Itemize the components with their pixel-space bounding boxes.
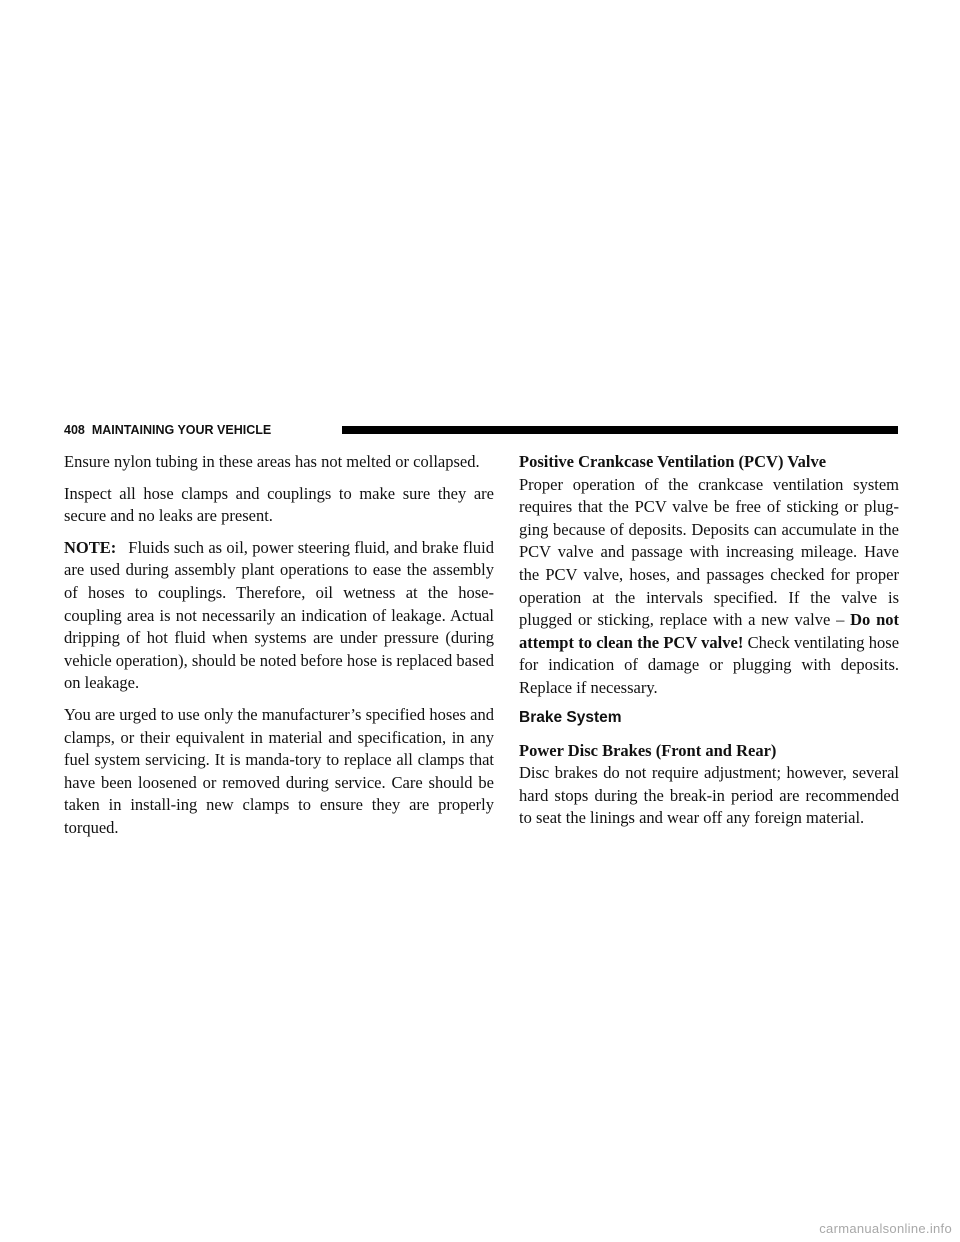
pcv-paragraph <box>519 474 899 700</box>
chapter-title: MAINTAINING YOUR VEHICLE <box>91 423 272 437</box>
header-label <box>64 422 271 438</box>
paragraph-nylon-tubing: Ensure nylon tubing in these areas has not melted or collapsed. <box>64 452 480 471</box>
right-column <box>519 451 899 836</box>
paragraph-hose-clamps: Inspect all hose clamps and couplings to make sure they are secure and no leaks are present. <box>64 483 494 526</box>
left-column <box>64 451 494 849</box>
page-number: 408 <box>64 423 85 437</box>
note-text: Fluids such as oil, power steering fluid, and brake fluid are used during assembly plant operations to ease the assembly of hoses to couplings. Therefore, oil wetness at the hose-coupling area is not necessarily an indication of leakage. Actual dripping of hot fluid when systems are under pressure (during vehicle operation), should be noted before hose is replaced based on leakage. <box>64 537 494 693</box>
watermark: carmanualsonline.info <box>819 1221 952 1236</box>
disc-brakes-heading: Power Disc Brakes (Front and Rear) <box>519 740 777 760</box>
page-header <box>64 422 898 438</box>
pcv-heading: Positive Crankcase Ventilation (PCV) Valve <box>519 452 827 471</box>
disc-brakes-paragraph: Disc brakes do not require adjustment; however, several hard stops during the break-in period are recommended to seat the linings and wear off any foreign material. <box>519 763 899 828</box>
header-rule <box>342 426 898 434</box>
note-label: NOTE: <box>64 537 117 557</box>
pcv-text-1: Proper operation of the crankcase ventilation system requires that the PCV valve be free of sticking or plug-ging because of deposits. Deposits can accumulate in the PCV valve and passage with increasing mileage. Have the PCV valve, hoses, and passages checked for proper operation at the intervals specified. If the valve is plugged or sticking, replace with a new valve – <box>519 474 899 630</box>
paragraph-manufacturer-hoses: You are urged to use only the manufacturer’s specified hoses and clamps, or their equivalent in material and specification, in any fuel system servicing. It is manda-tory to replace all clamps that have been loosened or removed during service. Care should be taken in install-ing new clamps to ensure they are properly torqued. <box>64 704 494 837</box>
brake-system-heading: Brake System <box>519 708 622 726</box>
pcv-text-2: Check ventilating hose for indication of damage or plugging with deposits. Replace if necessary. <box>519 632 900 697</box>
pcv-warning: Do not attempt to clean the PCV valve! <box>519 610 899 652</box>
note-paragraph <box>64 537 494 695</box>
